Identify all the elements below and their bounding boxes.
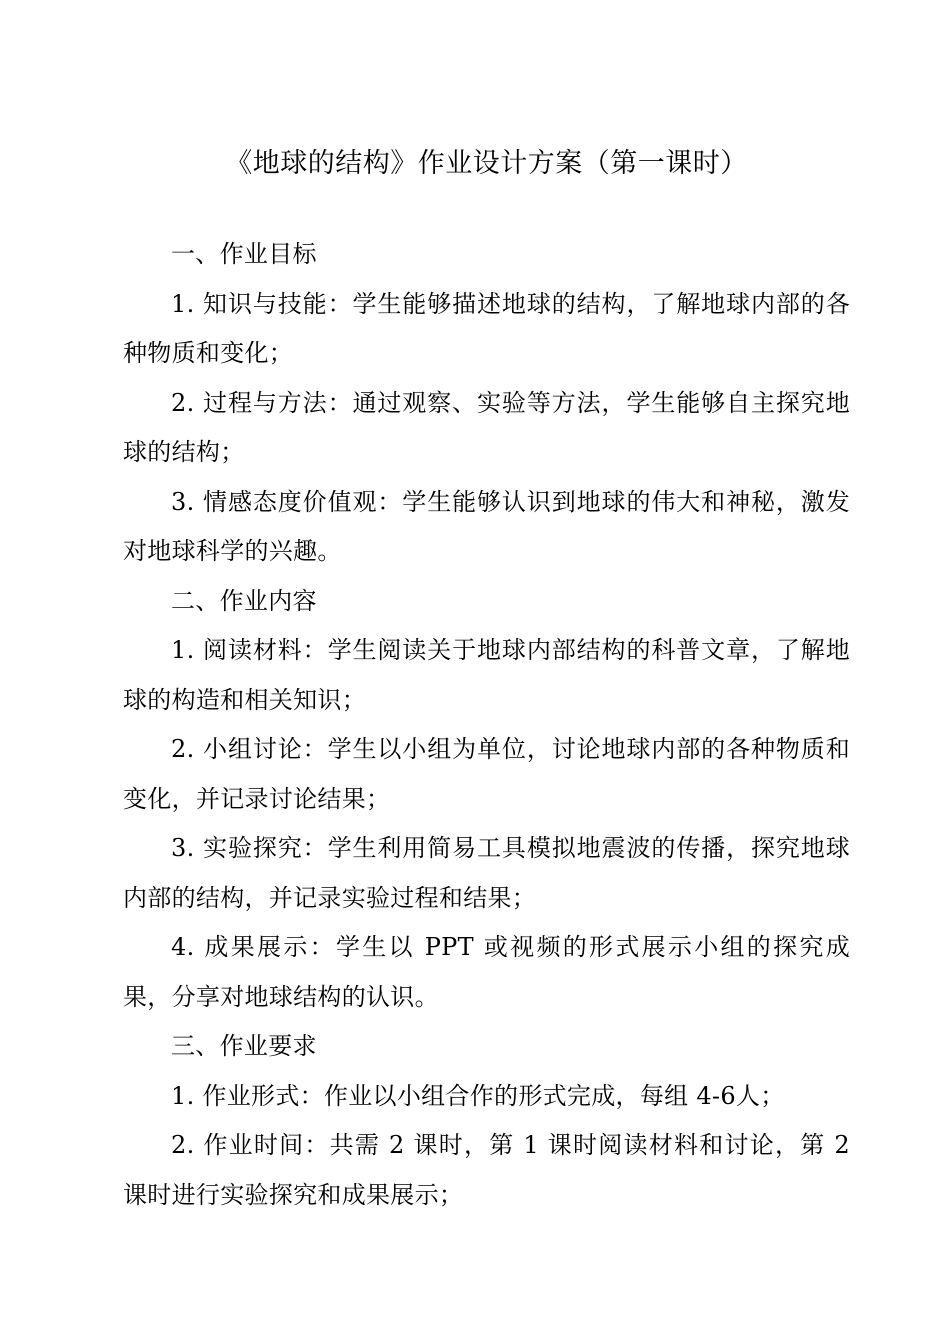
objective-item-3: 3. 情感态度价值观：学生能够认识到地球的伟大和神秘，激发对地球科学的兴趣。 [123, 487, 850, 565]
section-heading-requirements: 三、作业要求 [171, 1032, 317, 1060]
content-item-1: 1. 阅读材料：学生阅读关于地球内部结构的科普文章，了解地球的构造和相关知识； [123, 636, 850, 714]
section-heading-objectives: 一、作业目标 [171, 240, 317, 268]
requirement-item-2: 2. 作业时间：共需 2 课时，第 1 课时阅读材料和讨论，第 2 课时进行实验探究和成果展示； [123, 1131, 850, 1209]
objective-item-2: 2. 过程与方法：通过观察、实验等方法，学生能够自主探究地球的结构； [123, 388, 850, 466]
content-item-2: 2. 小组讨论：学生以小组为单位，讨论地球内部的各种物质和变化，并记录讨论结果； [123, 735, 850, 813]
objective-item-1: 1. 知识与技能：学生能够描述地球的结构，了解地球内部的各种物质和变化； [123, 289, 850, 367]
document-title: 《地球的结构》作业设计方案（第一课时） [225, 148, 748, 179]
content-item-4: 4. 成果展示：学生以 PPT 或视频的形式展示小组的探究成果，分享对地球结构的认识。 [123, 933, 850, 1011]
section-heading-content: 二、作业内容 [171, 586, 317, 615]
requirement-item-1: 1. 作业形式：作业以小组合作的形式完成，每组 4-6人； [171, 1081, 785, 1110]
document-body [123, 230, 850, 1220]
content-item-3: 3. 实验探究：学生利用简易工具模拟地震波的传播，探究地球内部的结构，并记录实验过程和结果； [123, 834, 850, 912]
